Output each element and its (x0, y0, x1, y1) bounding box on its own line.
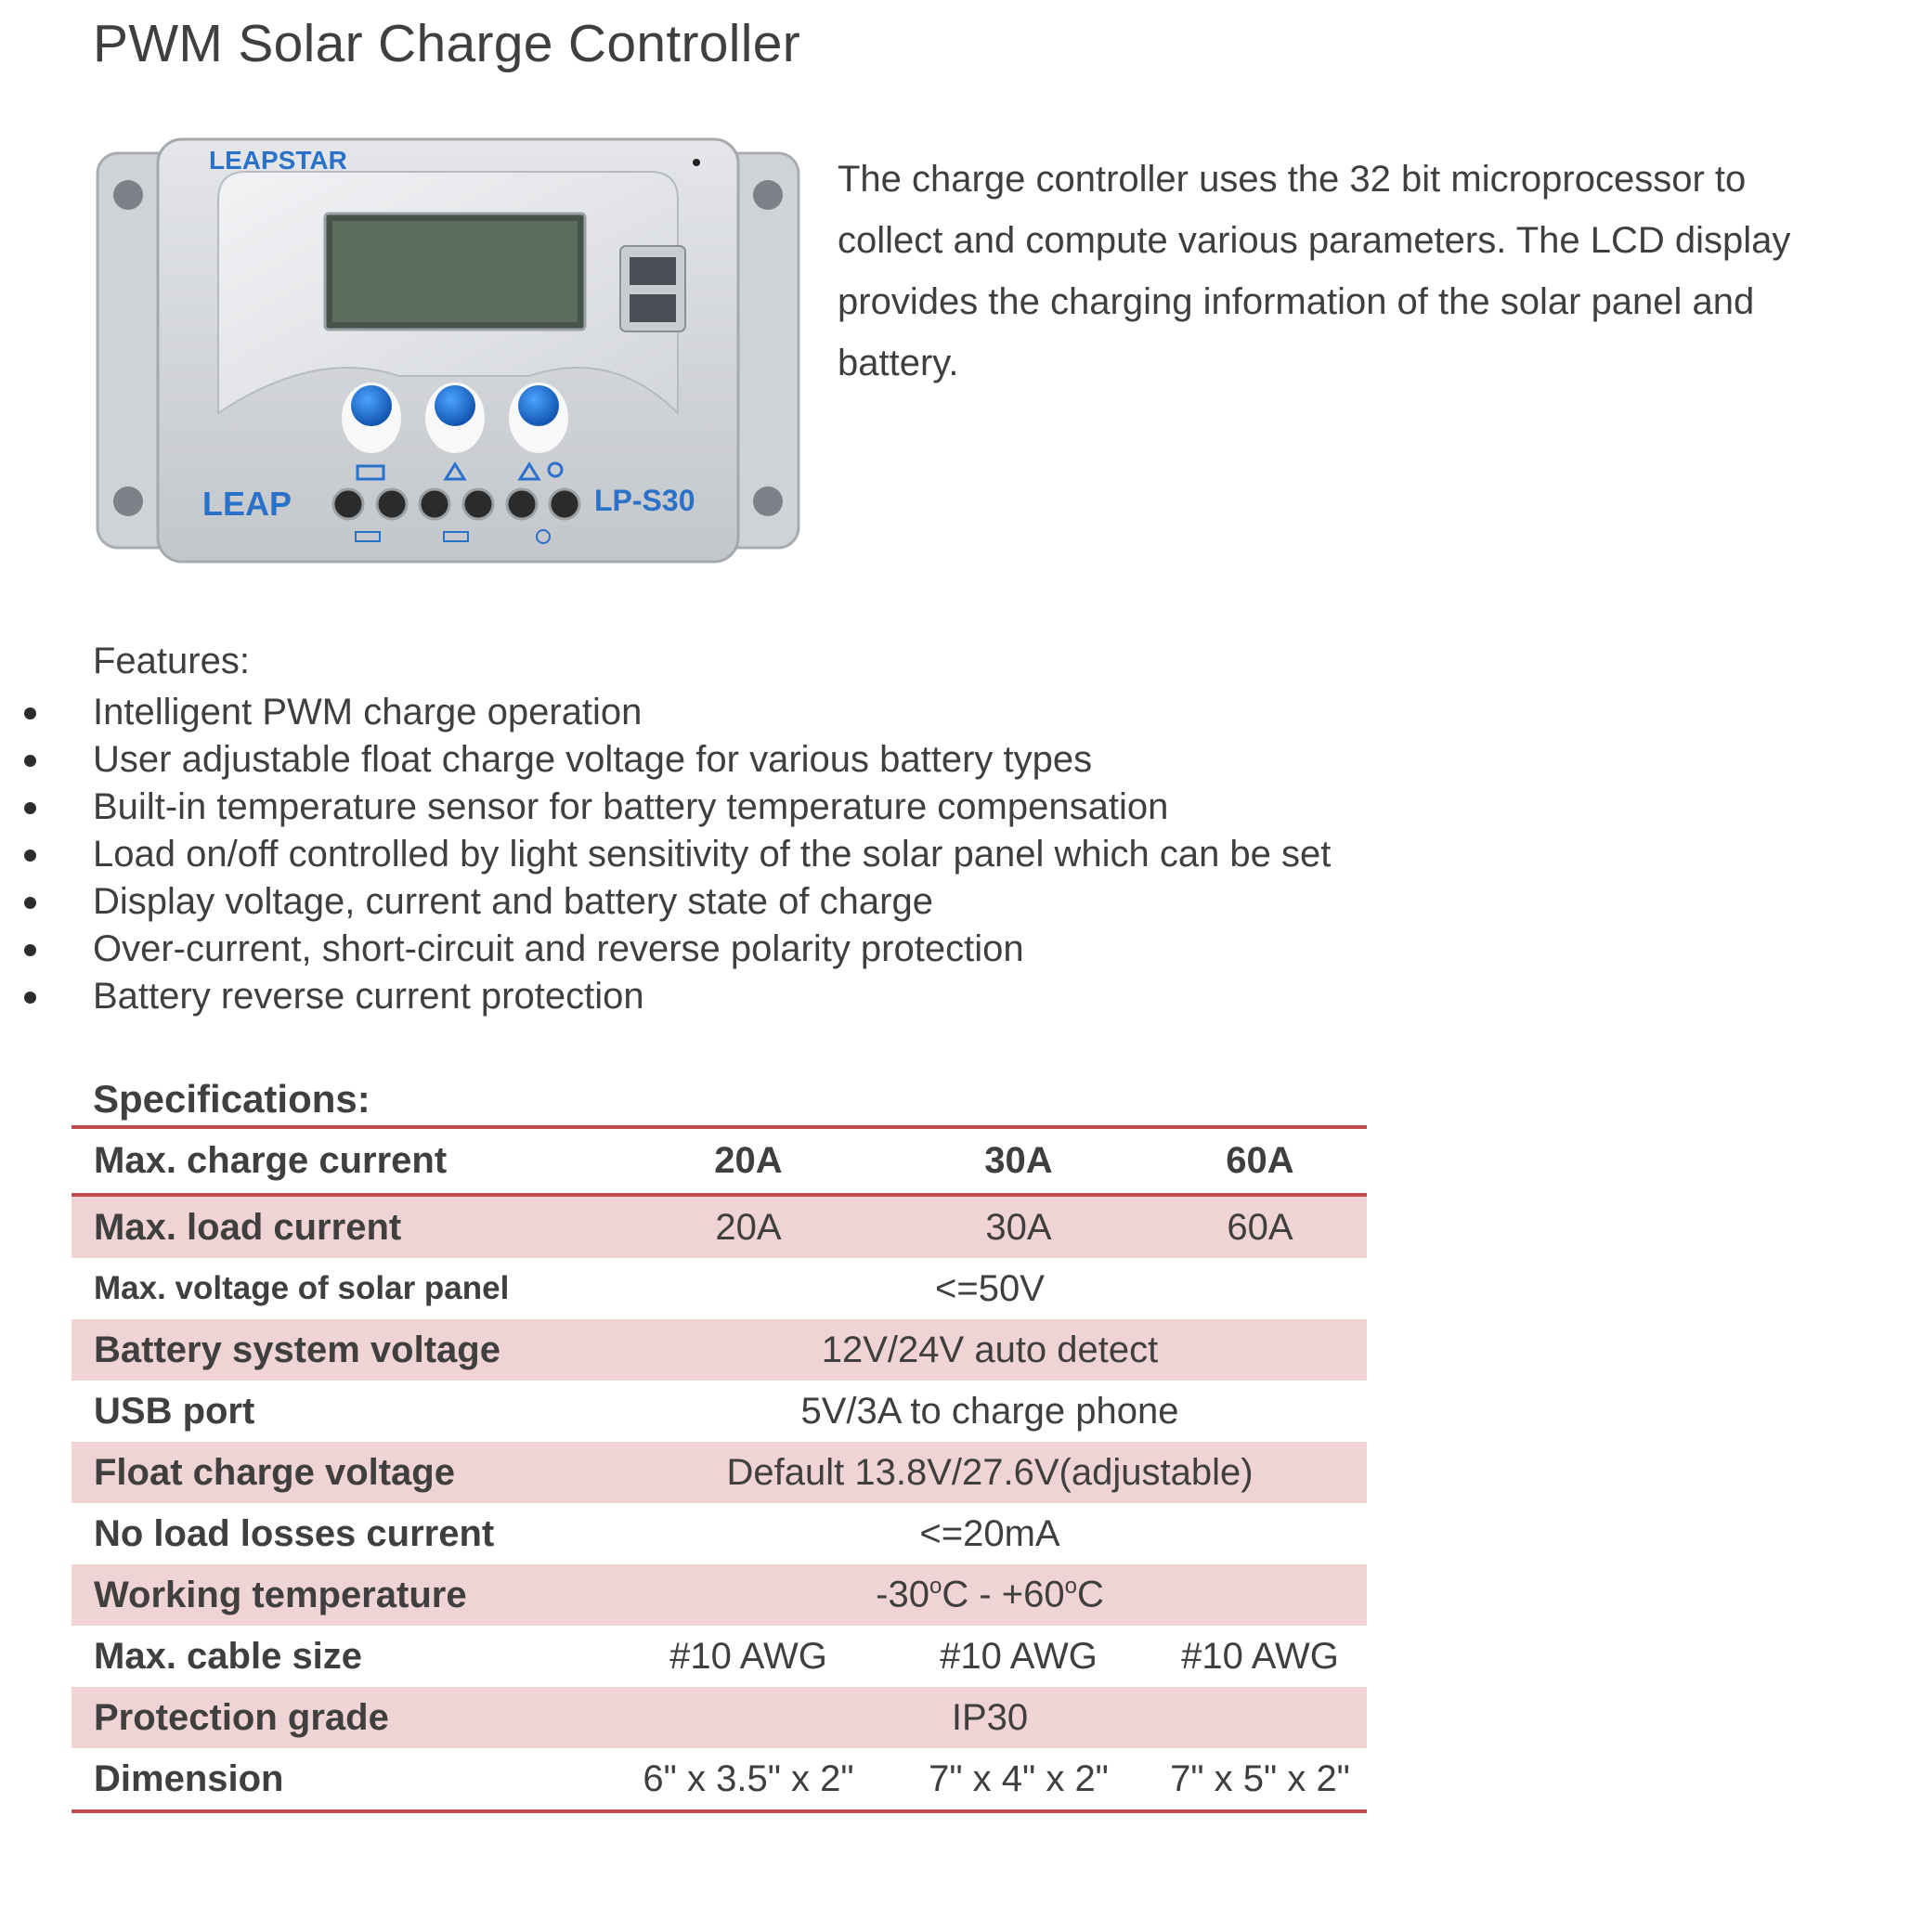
bullet-icon (24, 849, 36, 862)
header-value-20a: 20A (613, 1127, 884, 1195)
table-row (71, 1195, 1367, 1258)
row-label: Max. cable size (94, 1635, 363, 1677)
menu-button (351, 385, 392, 426)
header-value-60a: 60A (1153, 1127, 1367, 1195)
row-value: <=50V (935, 1267, 1045, 1309)
row-value: IP30 (613, 1687, 1367, 1748)
mounting-hole (753, 486, 783, 516)
row-label: Float charge voltage (71, 1442, 613, 1503)
row-value: 20A (613, 1195, 884, 1258)
table-row (71, 1748, 1367, 1811)
table-row (71, 1258, 1367, 1319)
product-image (93, 135, 803, 576)
bullet-icon (24, 755, 36, 767)
row-value: #10 AWG (940, 1635, 1098, 1677)
list-item (0, 973, 1331, 1020)
feature-text: Display voltage, current and battery state of charge (93, 881, 933, 922)
row-value: 5V/3A to charge phone (800, 1390, 1179, 1432)
bullet-icon (24, 707, 36, 720)
product-description: The charge controller uses the 32 bit microprocessor to collect and compute various parameters. The LCD display provides the charging information of the solar panel and battery. (838, 159, 1791, 383)
bullet-icon (24, 944, 36, 956)
row-value: 12V/24V auto detect (613, 1319, 1367, 1381)
charge-controller-illustration (93, 135, 803, 576)
row-label: Dimension (71, 1748, 613, 1811)
usb-port-icon (630, 294, 676, 322)
specifications-table (71, 1125, 1367, 1813)
row-value: 7" x 4" x 2" (884, 1748, 1153, 1811)
row-value: <=20mA (919, 1512, 1060, 1554)
row-label: Max. load current (71, 1195, 613, 1258)
row-value: Default 13.8V/27.6V(adjustable) (613, 1442, 1367, 1503)
header-label: Max. charge current (71, 1127, 613, 1195)
table-row (71, 1564, 1367, 1626)
page-title: PWM Solar Charge Controller (93, 14, 801, 73)
row-value: 6" x 3.5" x 2" (613, 1748, 884, 1811)
feature-text: Battery reverse current protection (93, 976, 644, 1017)
row-label: Protection grade (71, 1687, 613, 1748)
row-value: #10 AWG (1181, 1635, 1339, 1677)
brand-text: LEAPSTAR (209, 146, 347, 175)
model-text: LP-S30 (594, 484, 695, 517)
lcd-glass (332, 221, 578, 322)
bullet-icon (24, 802, 36, 814)
bullet-icon (24, 992, 36, 1004)
header-value-30a: 30A (884, 1127, 1153, 1195)
row-value: $-30^oC - +60^oC$ (613, 1564, 1367, 1626)
logo-text: LEAP (202, 485, 292, 523)
row-label: Working temperature (71, 1564, 613, 1626)
table-row (71, 1503, 1367, 1564)
table-row (71, 1687, 1367, 1748)
bullet-icon (24, 897, 36, 909)
table-header-row (71, 1127, 1367, 1195)
mounting-hole (113, 486, 143, 516)
feature-text: Intelligent PWM charge operation (93, 692, 643, 733)
list-item (0, 878, 1331, 926)
specifications-heading: Specifications: (93, 1077, 370, 1121)
row-value: 7" x 5" x 2" (1153, 1748, 1367, 1811)
feature-text: User adjustable float charge voltage for various battery types (93, 739, 1093, 780)
list-item (0, 784, 1331, 831)
row-value: #10 AWG (669, 1635, 827, 1677)
row-label: No load losses current (94, 1512, 495, 1554)
row-label: USB port (94, 1390, 255, 1432)
row-label: Battery system voltage (71, 1319, 613, 1381)
feature-text: Built-in temperature sensor for battery temperature compensation (93, 786, 1169, 827)
row-value: 30A (884, 1195, 1153, 1258)
mounting-hole (753, 180, 783, 210)
feature-text: Load on/off controlled by light sensitivity of the solar panel which can be set (93, 834, 1332, 875)
row-label: Max. voltage of solar panel (94, 1270, 510, 1306)
indicator-led (693, 159, 700, 166)
up-light-button (518, 385, 559, 426)
row-value: 60A (1153, 1195, 1367, 1258)
features-heading: Features: (93, 641, 250, 681)
mounting-hole (113, 180, 143, 210)
up-button (435, 385, 475, 426)
list-item (0, 689, 1331, 736)
table-row (71, 1626, 1367, 1687)
list-item (0, 926, 1331, 973)
features-list (0, 689, 1331, 1020)
table-row (71, 1319, 1367, 1381)
list-item (0, 736, 1331, 784)
list-item (0, 831, 1331, 878)
table-row (71, 1381, 1367, 1442)
table-row (71, 1442, 1367, 1503)
usb-port-icon (630, 257, 676, 285)
feature-text: Over-current, short-circuit and reverse polarity protection (93, 928, 1024, 969)
